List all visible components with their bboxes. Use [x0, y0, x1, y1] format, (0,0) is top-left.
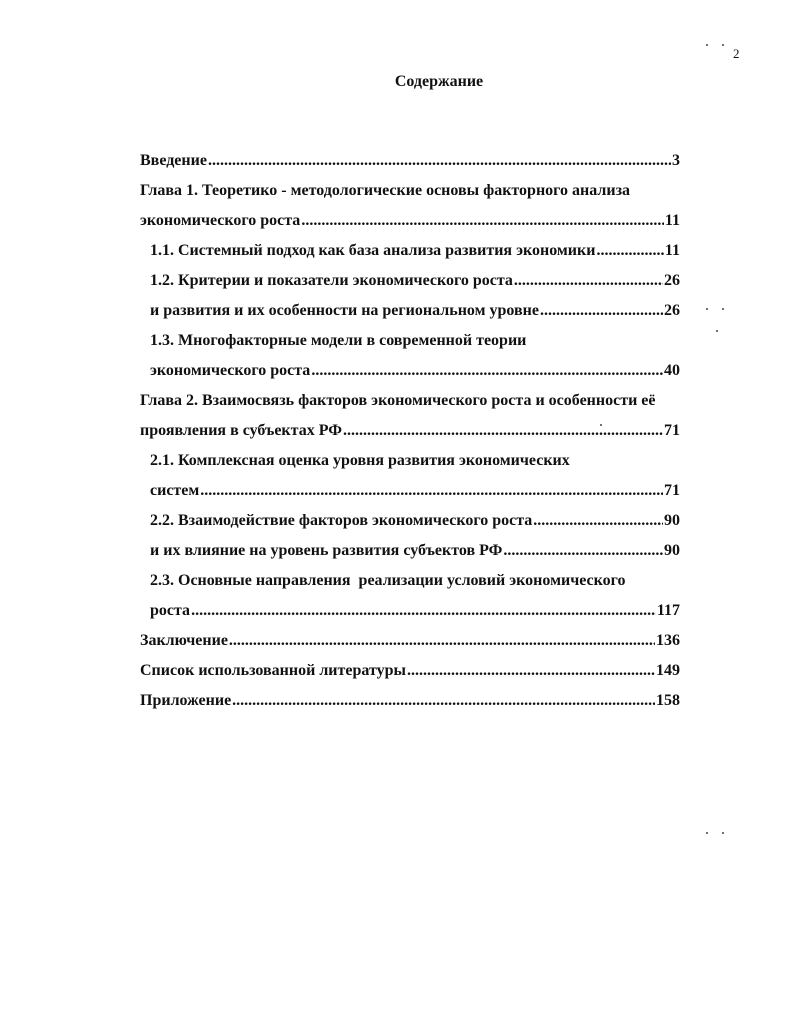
scan-speck — [722, 308, 724, 310]
toc-entry — [150, 299, 680, 323]
toc-entry-text: роста — [150, 602, 191, 619]
page-number: 2 — [733, 46, 740, 61]
toc-leader-dots — [311, 359, 663, 383]
toc-leader-dots — [540, 299, 663, 323]
toc-entry — [150, 359, 680, 383]
toc-entry-text: 2.2. Взаимодействие факторов экономического роста — [150, 512, 533, 529]
toc-leader-dots — [596, 239, 663, 263]
toc-entry-text: систем — [150, 482, 200, 499]
scan-speck — [722, 44, 724, 46]
scan-speck — [722, 832, 724, 834]
toc-entry-text: проявления в субъектах РФ — [140, 422, 342, 439]
scan-speck — [706, 308, 708, 310]
toc-entry-page: 11 — [664, 212, 680, 229]
toc-entry-text: 1.3. Многофакторные модели в современной теории — [150, 332, 527, 349]
toc-entry — [150, 509, 680, 533]
toc-entry-page: 136 — [656, 632, 680, 649]
toc-leader-dots — [533, 509, 663, 533]
toc-entry-text: Введение — [140, 152, 207, 169]
toc-entry-text: 2.3. Основные направления реализации условий экономического — [150, 572, 626, 589]
page-title: Содержание — [394, 73, 484, 90]
toc-entry-page: 71 — [664, 482, 680, 499]
toc-entry-text: Список использованной литературы — [140, 662, 406, 679]
toc-entry-text: Приложение — [140, 692, 232, 709]
toc-leader-dots — [514, 269, 663, 293]
toc-entry — [150, 599, 680, 623]
scan-speck — [706, 44, 708, 46]
toc-entry-text: 1.2. Критерии и показатели экономического роста — [150, 272, 513, 289]
toc-entry — [140, 419, 680, 443]
toc-entry — [150, 569, 680, 593]
toc-entry-text: экономического роста — [140, 212, 301, 229]
toc-entry — [150, 449, 680, 473]
scan-speck — [706, 832, 708, 834]
toc-leader-dots — [407, 659, 655, 683]
toc-entry — [150, 329, 680, 353]
toc-entry-text: 2.1. Комплексная оценка уровня развития экономических — [150, 452, 570, 469]
toc-entry — [140, 179, 710, 203]
toc-entry-text: Заключение — [140, 632, 228, 649]
toc-entry-page: 149 — [656, 662, 680, 679]
toc-entry — [150, 539, 680, 563]
toc-entry — [150, 269, 680, 293]
toc-entry-page: 3 — [672, 152, 680, 169]
toc-leader-dots — [343, 419, 663, 443]
toc-entry-page: 90 — [664, 542, 680, 559]
toc-entry-page: 117 — [656, 602, 680, 619]
toc-leader-dots — [503, 539, 663, 563]
toc-entry-page: 158 — [656, 692, 680, 709]
toc-entry — [140, 689, 680, 713]
toc-entry-page: 90 — [664, 512, 680, 529]
toc-entry — [150, 239, 680, 263]
toc-entry-page: 11 — [664, 242, 680, 259]
toc-entry — [140, 209, 680, 233]
toc-entry-page: 71 — [664, 422, 680, 439]
toc-entry — [140, 389, 710, 413]
toc-entry-text: и их влияние на уровень развития субъектов РФ — [150, 542, 503, 559]
toc-leader-dots — [200, 479, 663, 503]
toc-entry — [150, 479, 680, 503]
scan-speck — [600, 424, 602, 426]
toc-entry-page: 26 — [664, 272, 680, 289]
toc-entry-page: 40 — [664, 362, 680, 379]
toc-entry-text: экономического роста — [150, 362, 311, 379]
toc-entry-text: 1.1. Системный подход как база анализа развития экономики — [150, 242, 596, 259]
toc-entry-text: Глава 1. Теоретико - методологические основы факторного анализа — [140, 182, 631, 199]
toc-entry-text: Глава 2. Взаимосвязь факторов экономического роста и особенности её — [140, 392, 656, 409]
toc-entry-page: 26 — [664, 302, 680, 319]
toc-leader-dots — [208, 149, 671, 173]
scan-speck — [716, 330, 718, 332]
toc-entry — [140, 659, 680, 683]
toc-entry — [140, 629, 680, 653]
toc-entry-text: и развития и их особенности на региональном уровне — [150, 302, 539, 319]
toc-leader-dots — [191, 599, 656, 623]
toc-leader-dots — [301, 209, 664, 233]
toc-leader-dots — [229, 629, 655, 653]
toc-leader-dots — [232, 689, 655, 713]
toc-entry — [140, 149, 680, 173]
